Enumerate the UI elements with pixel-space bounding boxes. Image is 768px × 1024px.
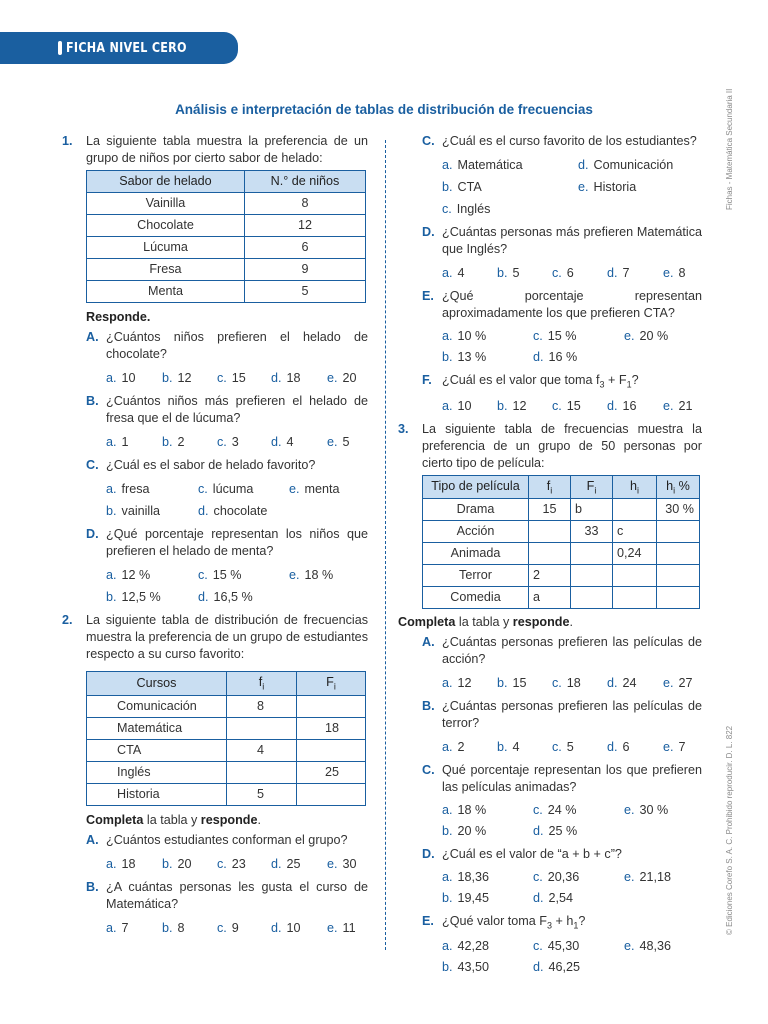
table-row: Inglés 25: [87, 761, 366, 783]
question-1: 1. La siguiente tabla muestra la preferencia de un grupo de niños por cierto sabor de helado:: [62, 134, 368, 165]
q2-B: B. ¿A cuántas personas les gusta el curso de Matemática?: [86, 879, 368, 911]
banner-bullet-icon: [58, 41, 62, 55]
column-divider: [385, 140, 386, 950]
question-3: 3. La siguiente tabla de frecuencias muestra la preferencia de un grupo de 50 personas por cierto tipo de película:: [398, 421, 702, 470]
side-footer-bottom: © Ediciones Corefo S. A. C. Prohibido reproducir. D. L. 822: [725, 725, 734, 935]
right-column: C. ¿Cuál es el curso favorito de los estudiantes? a. Matemática d. Comunicación b. CTA e. Historia c. Inglés D. ¿Cuántas personas más prefieren Matemática que Inglés? a. 4 b. 5 c. 6 d. 7 e. 8 E. ¿Qué porcentaje representan aproximadamente los que prefieren CTA? a. 10 % c. 15 % e. 20 % b. 13 % d. 16 % F. ¿Cuál es el valor que toma $f_3 + F_1$? a. 10 b. 12 c. 15 d. 16 e. 21 3. La siguiente tabla de frecuencias muestra la preferencia de un grupo de 50 personas por cierto tipo de película: Tipo de película $f_i$ $F_i$ $h_i$ $h_i$ % Drama 15 b 30 % Acción 33 c Animada 0,24 Terror 2 Comedia a Completa la tabla y responde. A. ¿Cuántas personas prefieren las películas de acción? a. 12 b. 15 c. 18 d. 24 e. 27 B. ¿Cuántas personas prefieren las películas de terror? a. 2 b. 4 c. 5 d. 6 e. 7 C. Qué porcentaje representan los que prefieren las películas animadas? a. 18 % c. 24 % e. 30 % b. 20 % d. 25 % D. ¿Cuál es el valor de “a + b + c”? a. 18,36 c. 20,36 e. 21,18 b. 19,45 d. 2,54 E. ¿Qué valor toma $F_3 + h_1$? a. 42,28 c. 45,30 e. 48,36 b. 43,50 d. 46,25: [398, 134, 702, 974]
table-row: Comunicación 8: [87, 695, 366, 717]
q2-E: E. ¿Qué porcentaje representan aproximadamente los que prefieren CTA?: [422, 289, 702, 320]
courses-table: Cursos $f_i$ $F_i$ Comunicación 8 Matemática 18 CTA 4 Inglés 25 Historia 5: [86, 671, 366, 806]
movies-table: Tipo de película $f_i$ $F_i$ $h_i$ $h_i$ % Drama 15 b 30 % Acción 33 c Animada 0,24 Terror 2 Comedia a: [422, 475, 700, 610]
table-row: Menta 5: [87, 281, 366, 303]
table-row: Lúcuma 6: [87, 237, 366, 259]
left-column: 1. La siguiente tabla muestra la preferencia de un grupo de niños por cierto sabor de helado: Sabor de helado N.° de niños Vainilla 8 Chocolate 12 Lúcuma 6 Fresa 9 Menta 5 Responde. A. ¿Cuántos niños prefieren el helado de chocolate? a. 10 b. 12 c. 15 d. 18 e. 20 B. ¿Cuántos niños más prefieren el helado de fresa que el de lúcuma? a. 1 b. 2 c. 3 d. 4 e. 5 C. ¿Cuál es el sabor de helado favorito? a. fresa c. lúcuma e. menta b. vainilla d. chocolate D. ¿Qué porcentaje representan los niños que prefieren el helado de menta? a. 12 % c. 15 % e. 18 % b. 12,5 % d. 16,5 % 2. La siguiente tabla de distribución de frecuencias muestra la preferencia de un grupo de estudiantes respecto a su curso favorito: Cursos $f_i$ $F_i$ Comunicación 8 Matemática 18 CTA 4 Inglés 25 Historia 5 Completa la tabla y responde. A. ¿Cuántos estudiantes conforman el grupo? a. 18 b. 20 c. 23 d. 25 e. 30 B. ¿A cuántas personas les gusta el curso de Matemática? a. 7 b. 8 c. 9 d. 10 e. 11: [62, 134, 368, 935]
q1-C: C. ¿Cuál es el sabor de helado favorito?: [86, 458, 316, 472]
q1-D: D. ¿Qué porcentaje representan los niños que prefieren el helado de menta?: [86, 527, 368, 558]
table-row: Animada 0,24: [423, 543, 700, 565]
completa-label-2: Completa la tabla y responde.: [86, 812, 261, 827]
banner-title: FICHA NIVEL CERO: [66, 41, 187, 56]
q2-A: A. ¿Cuántos estudiantes conforman el grupo?: [86, 832, 348, 847]
table-row: Terror 2: [423, 565, 700, 587]
table-row: Comedia a: [423, 587, 700, 609]
q2-C: C. ¿Cuál es el curso favorito de los estudiantes?: [422, 134, 697, 148]
table-row: Acción 33 c: [423, 521, 700, 543]
q1-B: B. ¿Cuántos niños más prefieren el helado de fresa que el de lúcuma?: [86, 394, 368, 425]
q2-F: F. ¿Cuál es el valor que toma $f_3 + F_1$?: [422, 373, 639, 390]
header-banner: [0, 32, 238, 64]
completa-label-3: Completa la tabla y responde.: [398, 615, 573, 630]
table-row: Chocolate 12: [87, 215, 366, 237]
table-row: Matemática 18: [87, 717, 366, 739]
side-footer-top: Fichas - Matemática Secundaria II: [725, 88, 734, 210]
question-2: 2. La siguiente tabla de distribución de frecuencias muestra la preferencia de un grupo de estudiantes respecto a su curso favorito:: [62, 613, 368, 661]
q3-B: B. ¿Cuántas personas prefieren las películas de terror?: [422, 699, 702, 731]
table-row: Fresa 9: [87, 259, 366, 281]
table-row: Drama 15 b 30 %: [423, 499, 700, 521]
page-title: Análisis e interpretación de tablas de distribución de frecuencias: [175, 102, 593, 117]
responde-label: Responde.: [86, 310, 151, 324]
table-row: Historia 5: [87, 783, 366, 805]
table-row: Vainilla 8: [87, 193, 366, 215]
q3-C: C. Qué porcentaje representan los que prefieren las películas animadas?: [422, 763, 702, 795]
ice-cream-table: Sabor de helado N.° de niños Vainilla 8 Chocolate 12 Lúcuma 6 Fresa 9 Menta 5: [86, 170, 366, 303]
q3-D: D. ¿Cuál es el valor de “a + b + c”?: [422, 847, 622, 862]
q1-A: A. ¿Cuántos niños prefieren el helado de chocolate?: [86, 330, 368, 361]
q2-D: D. ¿Cuántas personas más prefieren Matemática que Inglés?: [422, 225, 702, 256]
q3-A: A. ¿Cuántas personas prefieren las películas de acción?: [422, 635, 702, 667]
q3-E: E. ¿Qué valor toma $F_3 + h_1$?: [422, 914, 586, 931]
table-row: CTA 4: [87, 739, 366, 761]
